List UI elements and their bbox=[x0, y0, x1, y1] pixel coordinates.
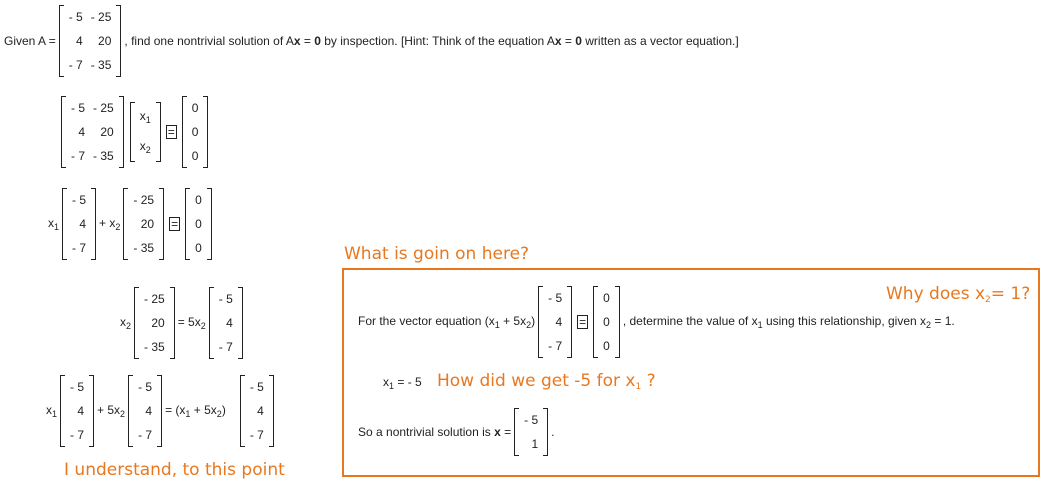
matrix-A bbox=[59, 5, 122, 77]
step1-matrix-equation bbox=[58, 96, 211, 168]
given-label: Given A = bbox=[4, 34, 56, 48]
step4-col-c: - 5 4 - 7 bbox=[240, 375, 274, 447]
step2-vector-equation: $x_1$ - 5 4 - 7 + $x_2$ - 25 20 - 35 = 0 0 0 bbox=[48, 188, 215, 260]
step3-col1: - 5 4 - 7 bbox=[209, 287, 243, 359]
matrix-cell: - 7 bbox=[68, 58, 83, 72]
matrix-cell: 20 bbox=[98, 34, 112, 48]
note-how-did-we-get: How did we get -5 for $x_1$ ? bbox=[437, 371, 656, 392]
step2-col1: - 5 4 - 7 bbox=[62, 188, 96, 260]
matrix-cell: - 5 bbox=[68, 10, 83, 24]
equals-sign: = bbox=[171, 217, 179, 231]
matrix-cell: 4 bbox=[76, 34, 83, 48]
step2-zero-vector: 0 0 0 bbox=[185, 188, 212, 260]
problem-statement bbox=[4, 5, 739, 77]
step4-equation: $x_1$ - 5 4 - 7 + $5x_2$ - 5 4 - 7 = $(x_1 + 5x_2)$ - 5 4 - 7 bbox=[46, 375, 277, 447]
matrix-cell: - 35 bbox=[90, 58, 112, 72]
equals-sign: = bbox=[167, 125, 175, 139]
step1-matrix-A: - 5 - 25 4 20 - 7 - 35 bbox=[61, 96, 124, 168]
solution-vector: - 5 1 bbox=[514, 408, 548, 456]
step3-col2: - 25 20 - 35 bbox=[134, 287, 175, 359]
step4-col-a: - 5 4 - 7 bbox=[60, 375, 94, 447]
step4-col-b: - 5 4 - 7 bbox=[128, 375, 162, 447]
box-solution-line: So a nontrivial solution is x = - 5 1 . bbox=[358, 408, 554, 456]
step1-zero-vector: 0 0 0 bbox=[182, 96, 209, 168]
matrix-cell: - 25 bbox=[90, 10, 112, 24]
box-zero-vector: 0 0 0 bbox=[593, 286, 620, 358]
note-understand: I understand, to this point bbox=[64, 460, 285, 480]
problem-text: , find one nontrivial solution of Ax = 0 by inspection. [Hint: Think of the equation Ax = 0 written as a vector equation.] bbox=[124, 34, 739, 48]
box-vector-equation-line: For the vector equation $(x_1 + 5x_2)$ - 5 4 - 7 = 0 0 0 , determine the value of $x_1$ using this relationship, given $x_2 = 1$. bbox=[358, 286, 955, 358]
note-what-is-going-on: What is goin on here? bbox=[344, 244, 530, 264]
step1-x-vector: $x_1$ $x_2$ bbox=[130, 102, 161, 162]
step2-col2: - 25 20 - 35 bbox=[123, 188, 164, 260]
equals-sign: = bbox=[579, 315, 587, 329]
box-col: - 5 4 - 7 bbox=[538, 286, 572, 358]
note-why-x2: Why does $x_2= 1$? bbox=[886, 284, 1031, 305]
step3-equation: $x_2$ - 25 20 - 35 = $5x_2$ - 5 4 - 7 bbox=[120, 287, 246, 359]
box-answer-x1: $x_1$ = - 5 bbox=[383, 375, 422, 391]
